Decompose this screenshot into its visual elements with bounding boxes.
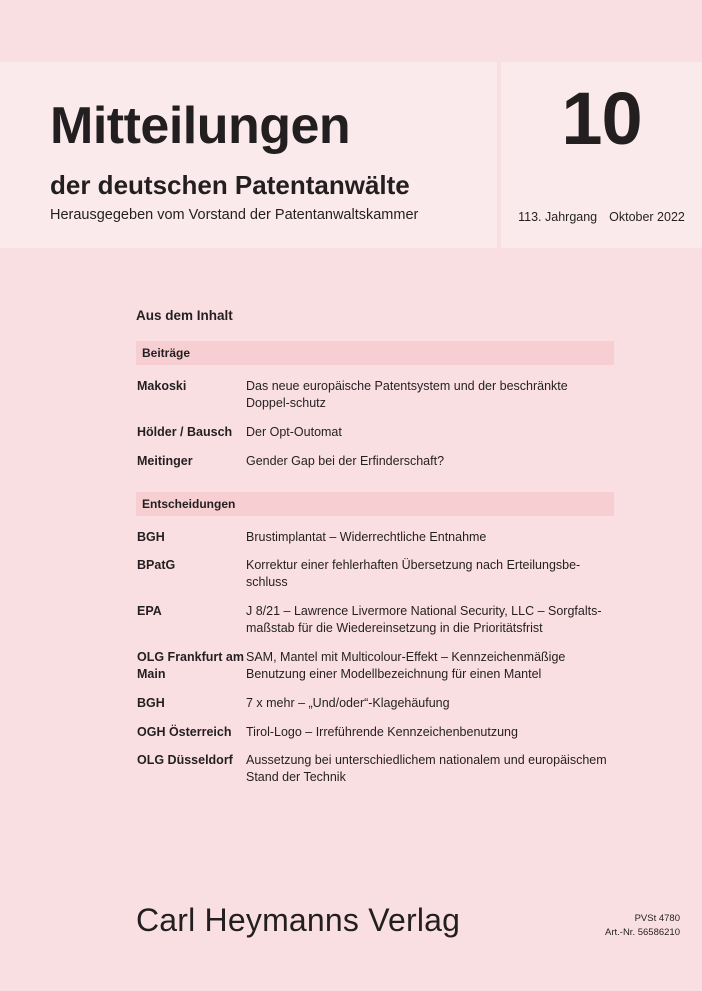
entry-title: Korrektur einer fehlerhaften Übersetzung nach Erteilungsbe-schluss (246, 558, 581, 590)
table-of-contents (136, 308, 614, 798)
list-item (136, 378, 614, 412)
entry-title: Der Opt-Outomat (246, 424, 342, 439)
list-item (136, 529, 614, 546)
entry-author: BPatG (137, 558, 176, 573)
entry-title: SAM, Mantel mit Multicolour-Effekt – Kennzeichenmäßige Benutzung einer Modellbezeichnung für einen Mantel (246, 649, 566, 681)
entry-title: Gender Gap bei der Erfinderschaft? (246, 453, 445, 468)
article-number: Art.-Nr. 56586210 (605, 926, 680, 938)
entry-author: OGH Österreich (137, 724, 232, 739)
contents-heading: Aus dem Inhalt (136, 308, 233, 323)
issue-meta (501, 210, 702, 224)
list-item (136, 453, 614, 470)
list-item (136, 695, 614, 712)
section-header-beitraege: Beiträge (136, 341, 614, 365)
issue-number: 10 (561, 77, 642, 160)
masthead (0, 62, 702, 248)
volume-label: 113. Jahrgang (518, 210, 598, 224)
entry-title: Das neue europäische Patentsystem und der beschränkte Doppel-schutz (246, 379, 568, 410)
pvst-code: PVSt 4780 (634, 913, 680, 924)
list-item (136, 424, 614, 441)
entry-author: Meitinger (137, 453, 193, 468)
entry-title: 7 x mehr – „Und/oder“-Klagehäufung (246, 695, 450, 710)
list-item (136, 752, 614, 786)
list-item (136, 649, 614, 683)
list-item (136, 557, 614, 591)
list-item (136, 724, 614, 741)
entry-author: OLG Düsseldorf (137, 753, 233, 768)
entry-author: BGH (137, 695, 165, 710)
journal-subtitle: der deutschen Patentanwälte (50, 170, 410, 200)
list-item (136, 603, 614, 637)
entry-author: OLG Frankfurt am Main (137, 649, 244, 681)
entry-title: J 8/21 – Lawrence Livermore National Security, LLC – Sorgfalts-maßstab für die Wiedereinsetzung in die Prioritätsfrist (246, 604, 602, 635)
entry-author: EPA (137, 604, 162, 619)
section-header-entscheidungen: Entscheidungen (136, 492, 614, 516)
entry-title: Brustimplantat – Widerrechtliche Entnahme (246, 529, 487, 544)
journal-publisher-line: Herausgegeben vom Vorstand der Patentanwaltskammer (50, 207, 419, 223)
entry-title: Aussetzung bei unterschiedlichem nationalem und europäischem Stand der Technik (246, 753, 607, 785)
masthead-right-panel (501, 62, 702, 248)
footer-codes (605, 912, 680, 940)
entry-title: Tirol-Logo – Irreführende Kennzeichenbenutzung (246, 724, 518, 739)
issue-date: Oktober 2022 (609, 210, 685, 224)
entry-author: Makoski (137, 379, 187, 393)
publisher-logo: Carl Heymanns Verlag (136, 902, 461, 938)
entry-author: Hölder / Bausch (137, 424, 233, 439)
journal-title: Mitteilungen (50, 97, 351, 155)
entry-author: BGH (137, 529, 165, 544)
